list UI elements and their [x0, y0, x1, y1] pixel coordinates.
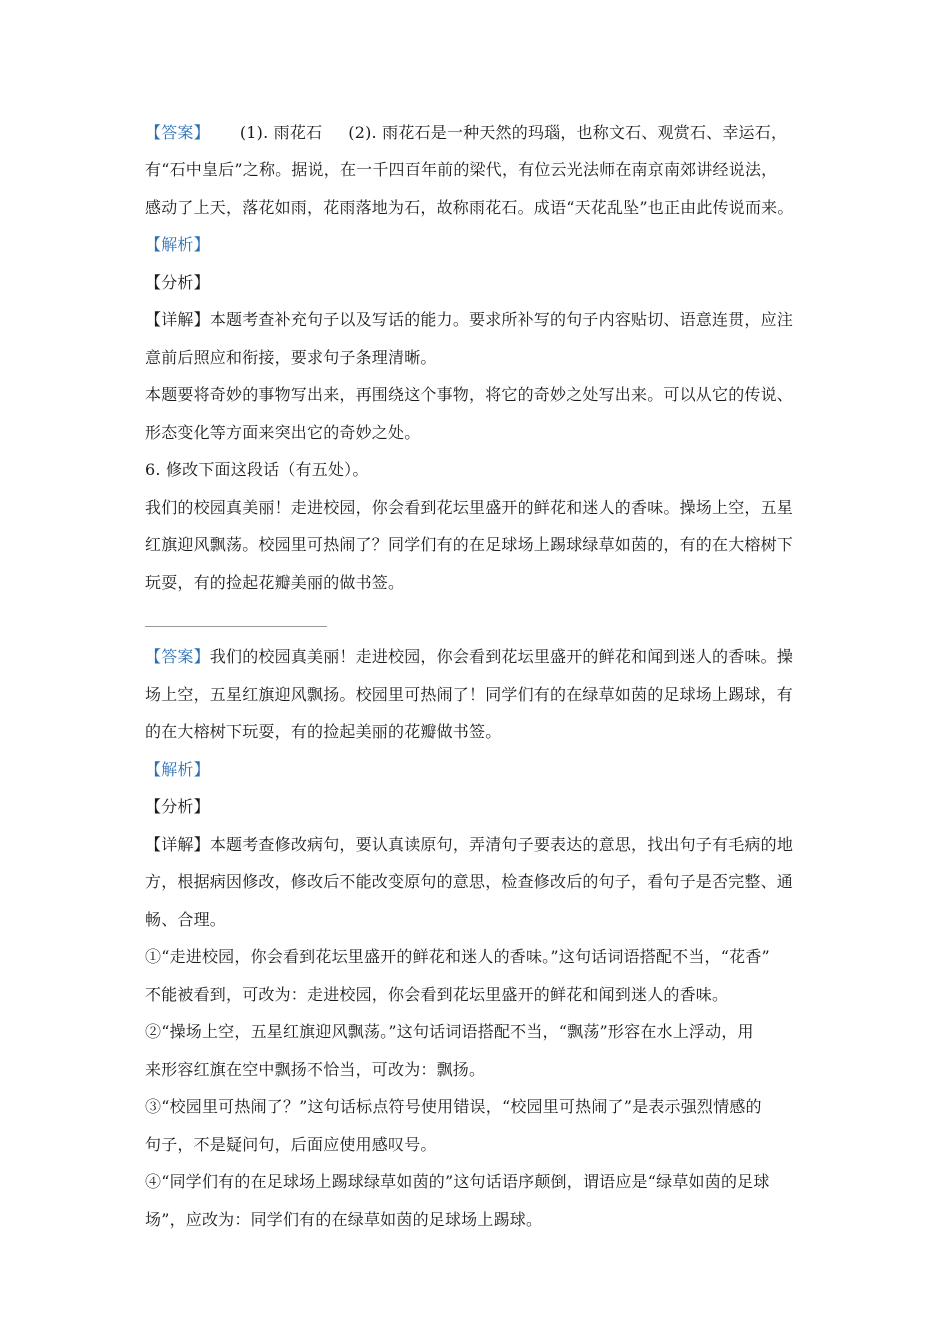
q6-detail-continued: 方，根据病因修改，修改后不能改变原句的意思，检查修改后的句子，看句子是否完整、通 — [145, 872, 794, 891]
q6-passage-line: 玩耍，有的捡起花瓣美丽的做书签。 — [145, 573, 405, 592]
q5-answer-continued: 有“石中皇后”之称。据说，在一千四百年前的梁代，有位云光法师在南京南郊讲经说法， — [145, 160, 778, 179]
q5-answer-tag: 【答案】 — [145, 123, 210, 142]
q6-detail-continued: 畅、合理。 — [145, 910, 227, 929]
q6-passage-line: 红旗迎风飘荡。校园里可热闹了？同学们有的在足球场上踢球绿草如茵的，有的在大榕树下 — [145, 535, 794, 554]
q6-detail-continued: 来形容红旗在空中飘扬不恰当，可改为：飘扬。 — [145, 1060, 486, 1079]
q5-detail-tag: 【详解】 — [145, 310, 210, 329]
q5-part1-text: 雨花石 — [273, 123, 323, 142]
q6-title: 6. 修改下面这段话（有五处）。 — [145, 460, 369, 479]
q6-detail-item: ③“校园里可热闹了？”这句话标点符号使用错误，“校园里可热闹了”是表示强烈情感的 — [145, 1097, 762, 1116]
q6-detail-continued: 场”，应改为：同学们有的在绿草如茵的足球场上踢球。 — [145, 1210, 543, 1229]
q5-part2-text: 雨花石是一种天然的玛瑙，也称文石、观赏石、幸运石， — [382, 123, 788, 142]
q5-part1-label: (1). — [239, 123, 269, 142]
q5-detail-text: 本题考查补充句子以及写话的能力。要求所补写的句子内容贴切、语意连贯，应注 — [209, 310, 794, 329]
q5-fenxi: 【分析】 — [145, 273, 210, 292]
q5-part2-label: (2). — [348, 123, 377, 142]
q5-detail-continued: 本题要将奇妙的事物写出来，再围绕这个事物，将它的奇妙之处写出来。可以从它的传说、 — [145, 385, 794, 404]
q6-detail-tag: 【详解】 — [145, 835, 210, 854]
q5-detail-continued: 意前后照应和衔接，要求句子条理清晰。 — [145, 348, 437, 367]
q6-detail-item: ①“走进校园，你会看到花坛里盛开的鲜花和迷人的香味。”这句话词语搭配不当，“花香” — [145, 947, 770, 966]
q6-detail-item: ④“同学们有的在足球场上踢球绿草如茵的”这句话语序颠倒，谓语应是“绿草如茵的足球 — [145, 1172, 770, 1191]
q6-answer-tag: 【答案】 — [145, 647, 210, 666]
q6-detail-text: 本题考查修改病句，要认真读原句，弄清句子要表达的意思，找出句子有毛病的地 — [209, 835, 794, 854]
q6-answer-line — [145, 646, 810, 668]
q6-detail-continued: 句子，不是疑问句，后面应使用感叹号。 — [145, 1135, 437, 1154]
answer-blank-line — [145, 626, 327, 627]
q6-answer-continued: 场上空，五星红旗迎风飘扬。校园里可热闹了！同学们有的在绿草如茵的足球场上踢球，有 — [145, 685, 794, 704]
q6-detail-item: ②“操场上空，五星红旗迎风飘荡。”这句话词语搭配不当，“飘荡”形容在水上浮动，用 — [145, 1022, 754, 1041]
q5-answer-continued: 感动了上天，落花如雨，花雨落地为石，故称雨花石。成语“天花乱坠”也正由此传说而来。 — [145, 198, 794, 217]
q5-answer-line — [145, 122, 810, 144]
q6-passage-line: 我们的校园真美丽！走进校园，你会看到花坛里盛开的鲜花和迷人的香味。操场上空，五星 — [145, 498, 794, 517]
q5-detail-continued: 形态变化等方面来突出它的奇妙之处。 — [145, 423, 421, 442]
q5-analysis-tag: 【解析】 — [145, 235, 210, 254]
q6-detail-continued: 不能被看到，可改为：走进校园，你会看到花坛里盛开的鲜花和闻到迷人的香味。 — [145, 985, 729, 1004]
q6-answer-text: 我们的校园真美丽！走进校园，你会看到花坛里盛开的鲜花和闻到迷人的香味。操 — [209, 647, 794, 666]
q6-fenxi: 【分析】 — [145, 797, 210, 816]
q6-answer-continued: 的在大榕树下玩耍，有的捡起美丽的花瓣做书签。 — [145, 722, 502, 741]
q6-analysis-tag: 【解析】 — [145, 760, 210, 779]
q6-detail-line — [145, 834, 810, 856]
q5-detail-line — [145, 309, 810, 331]
